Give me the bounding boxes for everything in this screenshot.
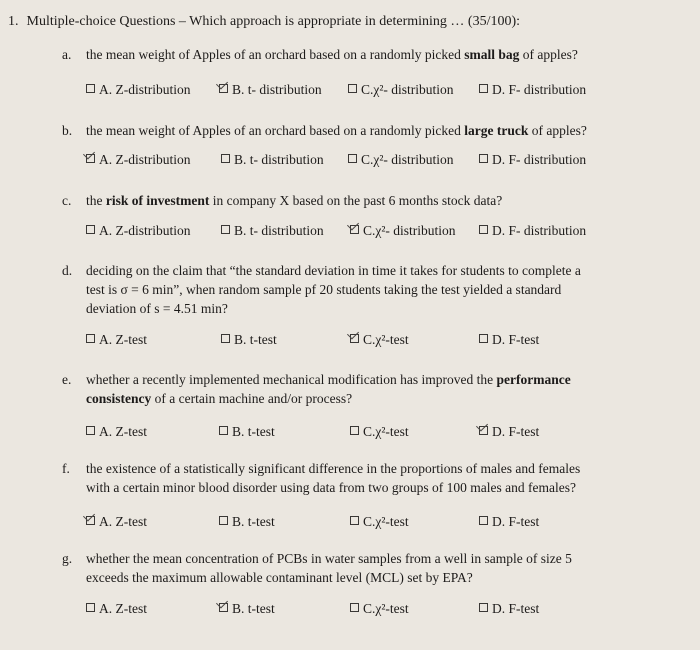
checkbox[interactable] <box>479 154 488 163</box>
checkbox[interactable] <box>479 603 488 612</box>
checkbox[interactable] <box>479 84 488 93</box>
checkbox[interactable] <box>479 516 488 525</box>
question-e <box>62 370 662 408</box>
question-stem: whether the mean concentration of PCBs in water samples from a well in sample of size 5 exceeds the maximum allowable contaminant level (MCL) set by EPA? <box>86 551 572 585</box>
checkbox-checked[interactable] <box>86 154 95 163</box>
option-c-C[interactable]: C.χ²- distribution <box>350 223 456 239</box>
question-letter: b. <box>62 123 73 138</box>
question-stem: whether a recently implemented mechanical modification has improved the performance consistency of a certain machine and/or process? <box>86 372 571 406</box>
option-g-A[interactable]: A. Z-test <box>86 601 147 617</box>
question-stem: the risk of investment in company X based on the past 6 months stock data? <box>86 193 503 208</box>
option-d-D[interactable]: D. F-test <box>479 332 539 348</box>
option-e-D[interactable]: D. F-test <box>479 424 539 440</box>
question-letter: a. <box>62 47 72 62</box>
question-letter: g. <box>62 551 73 566</box>
option-a-B[interactable]: B. t- distribution <box>219 82 322 98</box>
question-letter: c. <box>62 193 72 208</box>
option-g-D[interactable]: D. F-test <box>479 601 539 617</box>
checkbox[interactable] <box>350 426 359 435</box>
checkbox[interactable] <box>219 426 228 435</box>
question-f <box>62 459 662 497</box>
section-title <box>8 14 520 30</box>
option-d-C[interactable]: C.χ²-test <box>350 332 409 348</box>
option-e-A[interactable]: A. Z-test <box>86 424 147 440</box>
option-f-B[interactable]: B. t-test <box>219 514 275 530</box>
question-stem: deciding on the claim that “the standard deviation in time it takes for students to complete a test is σ = 6 min”, when random sample pf 20 students taking the test yielded a standard deviation of s = 4.51 min? <box>86 263 581 316</box>
question-g <box>62 549 662 587</box>
question-letter: f. <box>62 461 70 476</box>
checkbox-checked[interactable] <box>219 84 228 93</box>
option-g-C[interactable]: C.χ²-test <box>350 601 409 617</box>
checkbox-checked[interactable] <box>350 334 359 343</box>
option-d-A[interactable]: A. Z-test <box>86 332 147 348</box>
question-letter: e. <box>62 372 72 387</box>
option-a-A[interactable]: A. Z-distribution <box>86 82 191 98</box>
option-g-B[interactable]: B. t-test <box>219 601 275 617</box>
option-e-C[interactable]: C.χ²-test <box>350 424 409 440</box>
section-number: 1. <box>8 14 19 29</box>
checkbox[interactable] <box>479 334 488 343</box>
checkbox-checked[interactable] <box>350 225 359 234</box>
checkbox[interactable] <box>221 154 230 163</box>
option-a-D[interactable]: D. F- distribution <box>479 82 586 98</box>
option-c-D[interactable]: D. F- distribution <box>479 223 586 239</box>
question-letter: d. <box>62 263 73 278</box>
checkbox[interactable] <box>86 84 95 93</box>
option-b-B[interactable]: B. t- distribution <box>221 152 324 168</box>
question-stem: the mean weight of Apples of an orchard based on a randomly picked large truck of apples? <box>86 123 587 138</box>
option-e-B[interactable]: B. t-test <box>219 424 275 440</box>
question-c <box>62 191 662 210</box>
checkbox[interactable] <box>86 426 95 435</box>
checkbox[interactable] <box>221 334 230 343</box>
checkbox[interactable] <box>221 225 230 234</box>
question-stem: the mean weight of Apples of an orchard based on a randomly picked small bag of apples? <box>86 47 578 62</box>
checkbox[interactable] <box>479 225 488 234</box>
option-b-C[interactable]: C.χ²- distribution <box>348 152 454 168</box>
question-d <box>62 261 662 318</box>
question-stem: the existence of a statistically significant difference in the proportions of males and females with a certain minor blood disorder using data from two groups of 100 males and females? <box>86 461 581 495</box>
option-b-A[interactable]: A. Z-distribution <box>86 152 191 168</box>
question-a <box>62 45 662 64</box>
checkbox[interactable] <box>348 84 357 93</box>
checkbox[interactable] <box>348 154 357 163</box>
option-f-A[interactable]: A. Z-test <box>86 514 147 530</box>
option-d-B[interactable]: B. t-test <box>221 332 277 348</box>
option-b-D[interactable]: D. F- distribution <box>479 152 586 168</box>
option-a-C[interactable]: C.χ²- distribution <box>348 82 454 98</box>
option-c-A[interactable]: A. Z-distribution <box>86 223 191 239</box>
checkbox[interactable] <box>86 225 95 234</box>
option-c-B[interactable]: B. t- distribution <box>221 223 324 239</box>
question-b <box>62 121 662 140</box>
section-heading: Multiple-choice Questions – Which approach is appropriate in determining … (35/100): <box>26 14 521 29</box>
checkbox[interactable] <box>86 603 95 612</box>
checkbox[interactable] <box>219 516 228 525</box>
checkbox[interactable] <box>86 334 95 343</box>
checkbox-checked[interactable] <box>479 426 488 435</box>
checkbox-checked[interactable] <box>219 603 228 612</box>
checkbox[interactable] <box>350 516 359 525</box>
checkbox-checked[interactable] <box>86 516 95 525</box>
checkbox[interactable] <box>350 603 359 612</box>
option-f-D[interactable]: D. F-test <box>479 514 539 530</box>
option-f-C[interactable]: C.χ²-test <box>350 514 409 530</box>
